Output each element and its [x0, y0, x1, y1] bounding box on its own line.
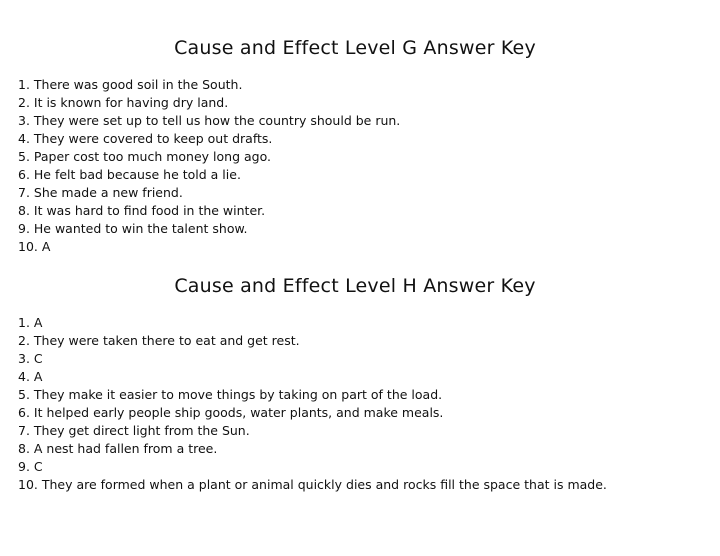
answer-item: 7. She made a new friend.: [18, 185, 183, 200]
answer-item: 2. It is known for having dry land.: [18, 95, 229, 110]
answer-item: 4. They were covered to keep out drafts.: [18, 131, 273, 146]
answer-item: 4. A: [18, 369, 43, 384]
section-title-level-h: Cause and Effect Level H Answer Key: [174, 275, 536, 297]
answer-item: 8. It was hard to find food in the winter.: [18, 203, 266, 218]
answer-list-level-g: [18, 76, 400, 256]
answer-item: 10. A: [18, 239, 51, 254]
section-title-level-g: Cause and Effect Level G Answer Key: [174, 37, 536, 59]
answer-item: 5. Paper cost too much money long ago.: [18, 149, 271, 164]
answer-item: 8. A nest had fallen from a tree.: [18, 441, 218, 456]
answer-item: 6. He felt bad because he told a lie.: [18, 167, 241, 182]
answer-item: 7. They get direct light from the Sun.: [18, 423, 250, 438]
answer-item: 10. They are formed when a plant or animal quickly dies and rocks fill the space that is made.: [18, 477, 607, 492]
answer-item: 6. It helped early people ship goods, water plants, and make meals.: [18, 405, 444, 420]
answer-item: 9. He wanted to win the talent show.: [18, 221, 248, 236]
answer-item: 1. There was good soil in the South.: [18, 77, 243, 92]
answer-item: 2. They were taken there to eat and get rest.: [18, 333, 300, 348]
answer-item: 3. C: [18, 351, 43, 366]
answer-list-level-h: [18, 314, 607, 494]
answer-item: 9. C: [18, 459, 43, 474]
answer-item: 1. A: [18, 315, 43, 330]
answer-item: 5. They make it easier to move things by taking on part of the load.: [18, 387, 443, 402]
answer-item: 3. They were set up to tell us how the country should be run.: [18, 113, 401, 128]
